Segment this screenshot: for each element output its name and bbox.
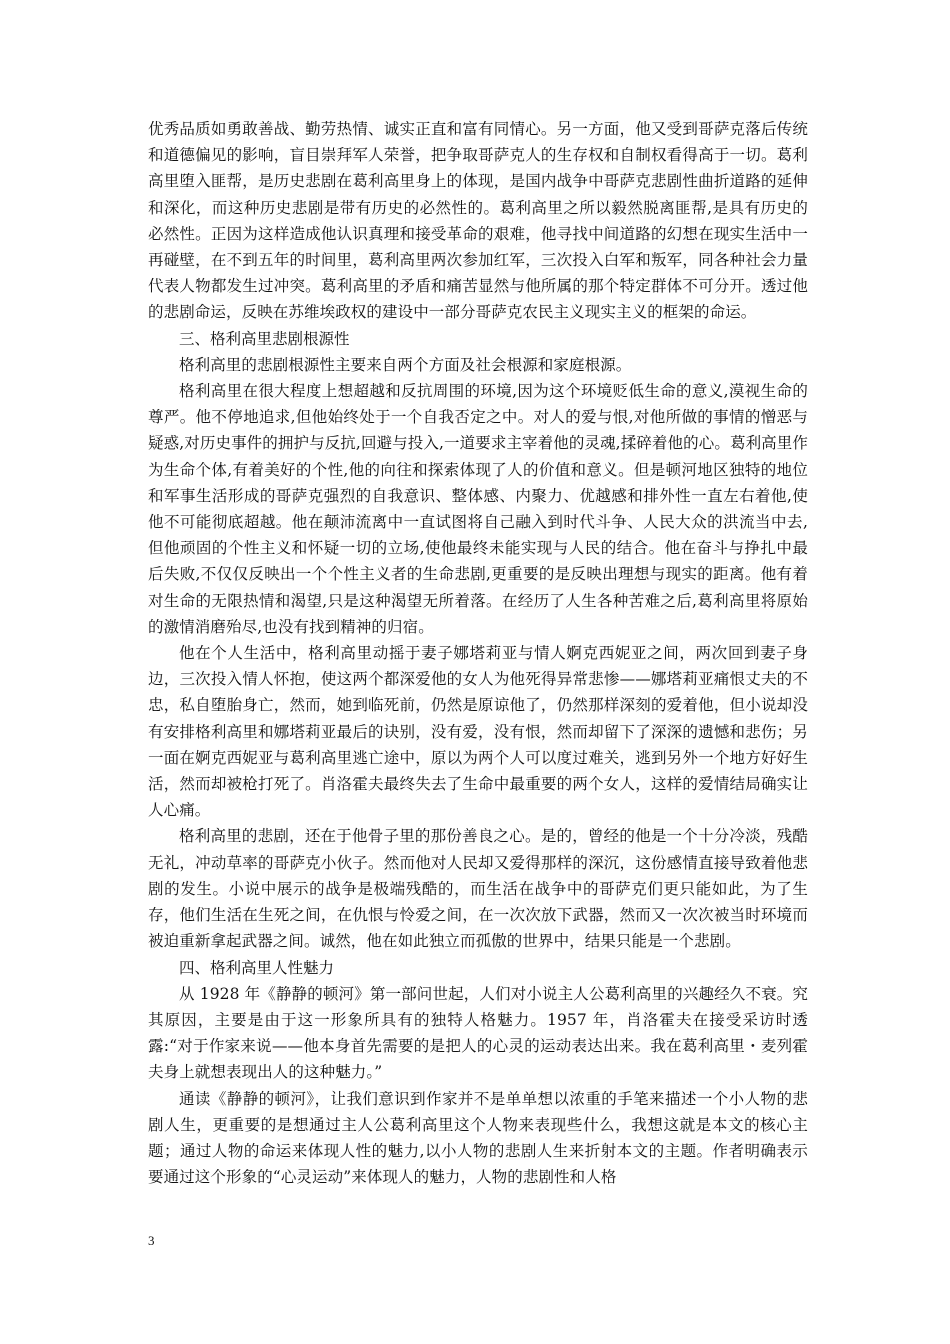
- page-number: 3: [148, 1233, 155, 1248]
- paragraph-environment-conflict: 格利高里在很大程度上想超越和反抗周围的环境,因为这个环境贬低生命的意义,漠视生命的尊严。他不停地追求,但他始终处于一个自我否定之中。对人的爱与恨,对他所做的事情的憎恶与疑惑,对历史事件的拥护与反抗,回避与投入,一道要求主宰着他的灵魂,揉碎着他的心。葛利高里作为生命个体,有着美好的个性,他的向往和探索体现了人的价值和意义。但是顿河地区独特的地位和军事生活形成的哥萨克强烈的自我意识、整体感、内聚力、优越感和排外性一直左右着他,使他不可能彻底超越。他在颠沛流离中一直试图将自己融入到时代斗争、人民大众的洪流当中去,但他顽固的个性主义和怀疑一切的立场,使他最终未能实现与人民的结合。他在奋斗与挣扎中最后失败,不仅仅反映出一个个性主义者的生命悲剧,更重要的是反映出理想与现实的距离。他有着对生命的无限热情和渴望,只是这种渴望无所着落。在经历了人生各种苦难之后,葛利高里将原始的激情消磨殆尽,也没有找到精神的归宿。: [148, 382, 808, 636]
- paragraph-roots-summary: 格利高里的悲剧根源性主要来自两个方面及社会根源和家庭根源。: [179, 355, 632, 374]
- paragraph-tragedy-character: 优秀品质如勇敢善战、勤劳热情、诚实正直和富有同情心。另一方面，他又受到哥萨克落后传统和道德偏见的影响，盲目崇拜军人荣誉，把争取哥萨克人的生存权和自制权看得高于一切。葛利高里堕入匪帮，是历史悲剧在葛利高里身上的体现，是国内战争中哥萨克悲剧性曲折道路的延伸和深化，而这种历史悲剧是带有历史的必然性的。葛利高里之所以毅然脱离匪帮,是具有历史的必然性。正因为这样造成他认识真理和接受革命的艰难，他寻找中间道路的幻想在现实生活中一再碰壁，在不到五年的时间里，葛利高里两次参加红军，三次投入白军和叛军，同各种社会力量代表人物都发生过冲突。葛利高里的矛盾和痛苦显然与他所属的那个特定群体不可分开。透过他的悲剧命运，反映在苏维埃政权的建设中一部分哥萨克农民主义现实主义的框架的命运。: [148, 120, 808, 322]
- paragraph-author-interview: 从 1928 年《静静的顿河》第一部问世起，人们对小说主人公葛利高里的兴趣经久不衰。究其原因，主要是由于这一形象所具有的独特人格魅力。1957 年，肖洛霍夫在接受采访时透露:“对于作家来说——他本身首先需要的是把人的心灵的运动表达出来。我在葛利高里・麦列霍夫身上就想表现出人的这种魅力。”: [148, 984, 808, 1082]
- paragraph-personal-life: 他在个人生活中，格利高里动摇于妻子娜塔莉亚与情人婀克西妮亚之间，两次回到妻子身边，三次投入情人怀抱，使这两个都深爱他的女人为他死得异常悲惨——娜塔莉亚痛恨丈夫的不忠，私自堕胎身亡，然而，她到临死前，仍然是原谅他了，仍然那样深刻的爱着他，但小说却没有安排格利高里和娜塔莉亚最后的诀别，没有爱，没有恨，然而却留下了深深的遗憾和悲伤；另一面在婀克西妮亚与葛利高里逃亡途中，原以为两个人可以度过难关，逃到另外一个地方好好生活，然而却被枪打死了。肖洛霍夫最终失去了生命中最重要的两个女人，这样的爱情结局确实让人心痛。: [148, 644, 808, 820]
- section-heading-human-charm: 四、格利高里人性魅力: [179, 958, 335, 977]
- paragraph-core-theme: 通读《静静的顿河》，让我们意识到作家并不是单单想以浓重的手笔来描述一个小人物的悲剧人生，更重要的是想通过主人公葛利高里这个人物来表现些什么，我想这就是本文的核心主题；通过人物的命运来体现人性的魅力,以小人物的悲剧人生来折射本文的主题。作者明确表示要通过这个形象的“心灵运动”来体现人的魅力，人物的悲剧性和人格: [148, 1089, 808, 1187]
- paragraph-kindness-tragedy: 格利高里的悲剧，还在于他骨子里的那份善良之心。是的，曾经的他是一个十分冷淡，残酷无礼，冲动草率的哥萨克小伙子。然而他对人民却又爱得那样的深沉，这份感情直接导致着他悲剧的发生。小说中展示的战争是极端残酷的，而生活在战争中的哥萨克们更只能如此，为了生存，他们生活在生死之间，在仇恨与怜爱之间，在一次次放下武器，然而又一次次被当时环境而被迫重新拿起武器之间。诚然，他在如此独立而孤傲的世界中，结果只能是一个悲剧。: [148, 827, 808, 951]
- section-heading-tragedy-roots: 三、格利高里悲剧根源性: [179, 329, 350, 348]
- document-body: [148, 116, 808, 1190]
